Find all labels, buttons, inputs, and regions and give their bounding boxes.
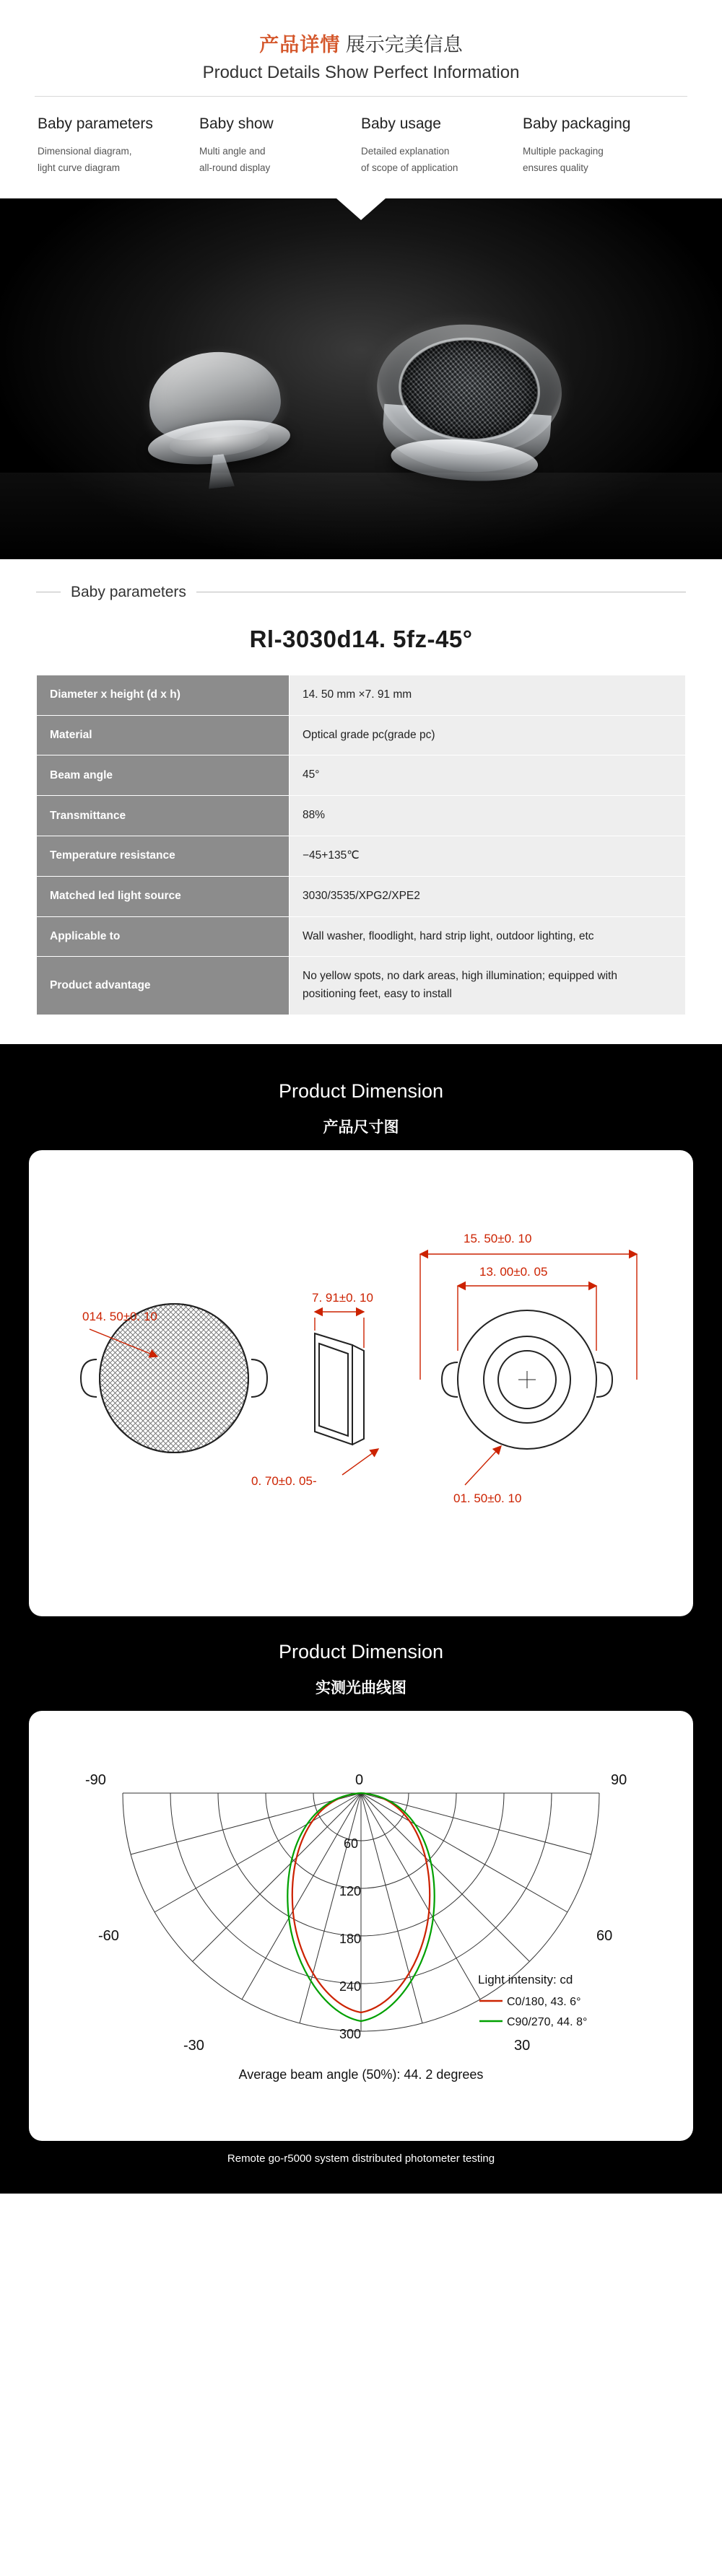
feature-item-show: [199, 115, 361, 177]
feature-title: Baby parameters: [38, 115, 153, 132]
dim-label-flange: 0. 70±0. 05-: [251, 1473, 317, 1488]
product-hero-photo: [0, 198, 722, 559]
header-title-cn-sub: 展示完美信息: [345, 34, 463, 56]
feature-item-parameters: [38, 115, 199, 177]
product-model-title: Rl-3030d14. 5fz-45°: [249, 625, 473, 652]
header-subtitle: Product Details Show Perfect Information: [202, 62, 520, 82]
angle-tick-30: 30: [514, 2037, 531, 2054]
light-curve-chart: [42, 1724, 680, 2128]
table-row: [37, 675, 686, 715]
dimension-section: [0, 1044, 722, 2194]
legend-label-c90: C90/270, 44. 8°: [507, 2015, 588, 2028]
feature-desc: Multiple packaging ensures quality: [523, 145, 604, 174]
table-row: [37, 876, 686, 916]
feature-desc: Dimensional diagram, light curve diagram: [38, 145, 132, 174]
spec-key: Product advantage: [37, 957, 290, 1015]
dim-label-thickness: 7. 91±0. 10: [312, 1290, 373, 1305]
spec-key: Temperature resistance: [37, 836, 290, 876]
radial-tick-300: 300: [339, 2026, 362, 2041]
dimension-title: Product Dimension: [278, 1079, 444, 1102]
spec-value: 45°: [290, 755, 686, 796]
header-title: [0, 30, 722, 63]
angle-tick-minus60: -60: [98, 1927, 119, 1944]
table-row: [37, 957, 686, 1015]
legend-title: Light intensity: cd: [478, 1972, 573, 1986]
dim-label-inner-width: 13. 00±0. 05: [479, 1264, 548, 1279]
radial-tick-180: 180: [339, 1931, 362, 1946]
spec-value: No yellow spots, no dark areas, high illumination; equipped with positioning feet, easy to install: [290, 957, 686, 1015]
radial-tick-60: 60: [344, 1836, 359, 1851]
feature-desc: Multi angle and all-round display: [199, 145, 271, 174]
spec-value: 14. 50 mm ×7. 91 mm: [290, 675, 686, 715]
spec-key: Material: [37, 715, 290, 755]
angle-tick-90: 90: [611, 1771, 627, 1788]
dimension-drawing: [42, 1163, 680, 1603]
feature-title: Baby show: [199, 115, 274, 132]
spec-value: Wall washer, floodlight, hard strip light, outdoor lighting, etc: [290, 916, 686, 957]
header-section: [0, 0, 722, 198]
dimension-subtitle-cn: 产品尺寸图: [323, 1118, 399, 1136]
light-curve-card: [29, 1711, 693, 2141]
feature-title: Baby usage: [361, 115, 441, 132]
spec-table: [36, 675, 686, 1015]
table-row: [37, 715, 686, 755]
curve-subtitle-cn: 实测光曲线图: [316, 1679, 406, 1696]
angle-tick-60: 60: [596, 1927, 613, 1944]
spec-key: Diameter x height (d x h): [37, 675, 290, 715]
spec-value: Optical grade pc(grade pc): [290, 715, 686, 755]
table-row: [37, 836, 686, 876]
dim-label-diameter: 014. 50±0. 10: [82, 1309, 157, 1323]
spec-key: Matched led light source: [37, 876, 290, 916]
parameters-section: [0, 559, 722, 1044]
dimension-drawing-card: [29, 1150, 693, 1616]
dim-label-outer-width: 15. 50±0. 10: [464, 1231, 532, 1245]
feature-desc: Detailed explanation of scope of application: [361, 145, 458, 174]
curve-footer-note: Remote go-r5000 system distributed photometer testing: [227, 2152, 495, 2165]
table-row: [37, 796, 686, 836]
spec-value: 88%: [290, 796, 686, 836]
spec-key: Transmittance: [37, 796, 290, 836]
angle-tick-minus90: -90: [85, 1771, 106, 1788]
header-divider: [35, 96, 687, 97]
feature-item-usage: [361, 115, 523, 177]
table-row: [37, 916, 686, 957]
spec-value: −45+135℃: [290, 836, 686, 876]
spec-key: Applicable to: [37, 916, 290, 957]
section-label-parameters: [0, 584, 722, 601]
angle-tick-minus30: -30: [183, 2037, 204, 2054]
spec-value: 3030/3535/XPG2/XPE2: [290, 876, 686, 916]
radial-tick-240: 240: [339, 1979, 362, 1994]
section-label-text: Baby parameters: [71, 583, 186, 600]
feature-title: Baby packaging: [523, 115, 631, 132]
spec-key: Beam angle: [37, 755, 290, 796]
chevron-down-icon: [336, 198, 386, 220]
curve-caption: Average beam angle (50%): 44. 2 degrees: [238, 2067, 484, 2082]
hero-reflection: [0, 473, 722, 559]
legend-label-c0: C0/180, 43. 6°: [507, 1995, 581, 2008]
radial-tick-120: 120: [339, 1883, 362, 1898]
header-title-cn: 产品详情: [259, 34, 341, 56]
table-row: [37, 755, 686, 796]
curve-title: Product Dimension: [278, 1640, 444, 1662]
dim-label-foot: 01. 50±0. 10: [453, 1491, 522, 1505]
feature-row: [0, 115, 722, 198]
feature-item-packaging: [523, 115, 684, 177]
angle-tick-zero: 0: [355, 1771, 364, 1788]
